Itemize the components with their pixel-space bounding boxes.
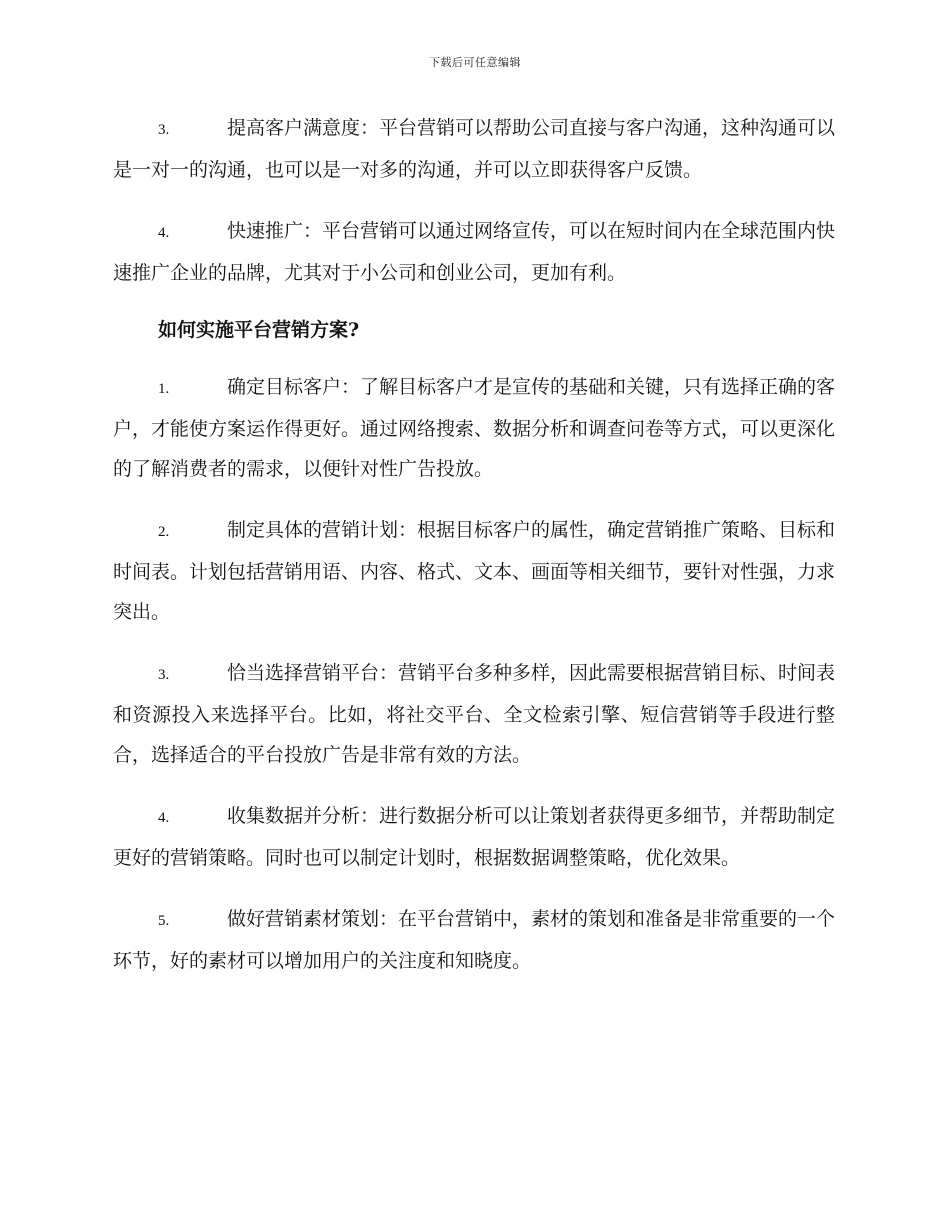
document-body xyxy=(113,108,835,1002)
item-text: 收集数据并分析：进行数据分析可以让策划者获得更多细节，并帮助制定更好的营销策略。同时也可以制定计划时，根据数据调整策略，优化效果。 xyxy=(113,805,836,869)
item-text: 提高客户满意度：平台营销可以帮助公司直接与客户沟通，这种沟通可以是一对一的沟通，也可以是一对多的沟通，并可以立即获得客户反馈。 xyxy=(113,117,836,181)
item-text: 确定目标客户：了解目标客户才是宣传的基础和关键，只有选择正确的客户，才能使方案运作得更好。通过网络搜索、数据分析和调查问卷等方式，可以更深化的了解消费者的需求，以便针对性广告投放。 xyxy=(113,376,836,480)
item-number: 2. xyxy=(158,524,170,540)
step-item-2 xyxy=(113,510,835,632)
step-item-1 xyxy=(113,367,835,489)
item-number: 5. xyxy=(158,913,170,929)
item-text: 快速推广：平台营销可以通过网络宣传，可以在短时间内在全球范围内快速推广企业的品牌，尤其对于小公司和创业公司，更加有利。 xyxy=(113,220,836,284)
step-item-4 xyxy=(113,796,835,878)
item-number: 4. xyxy=(158,810,170,826)
section-heading: 如何实施平台营销方案? xyxy=(158,319,360,341)
item-number: 3. xyxy=(158,122,170,138)
item-text: 做好营销素材策划：在平台营销中，素材的策划和准备是非常重要的一个环节，好的素材可以增加用户的关注度和知晓度。 xyxy=(113,908,836,972)
benefit-item-3 xyxy=(113,108,835,190)
step-item-5 xyxy=(113,899,835,981)
item-number: 3. xyxy=(158,667,170,683)
item-text: 制定具体的营销计划：根据目标客户的属性，确定营销推广策略、目标和时间表。计划包括营销用语、内容、格式、文本、画面等相关细节，要针对性强，力求突出。 xyxy=(113,519,836,623)
benefit-item-4 xyxy=(113,211,835,293)
step-item-3 xyxy=(113,653,835,775)
item-number: 1. xyxy=(158,381,170,397)
page-header: 下载后可任意编辑 xyxy=(429,56,521,69)
item-number: 4. xyxy=(158,225,170,241)
item-text: 恰当选择营销平台：营销平台多种多样，因此需要根据营销目标、时间表和资源投入来选择平台。比如，将社交平台、全文检索引擎、短信营销等手段进行整合，选择适合的平台投放广告是非常有效的方法。 xyxy=(113,662,836,766)
